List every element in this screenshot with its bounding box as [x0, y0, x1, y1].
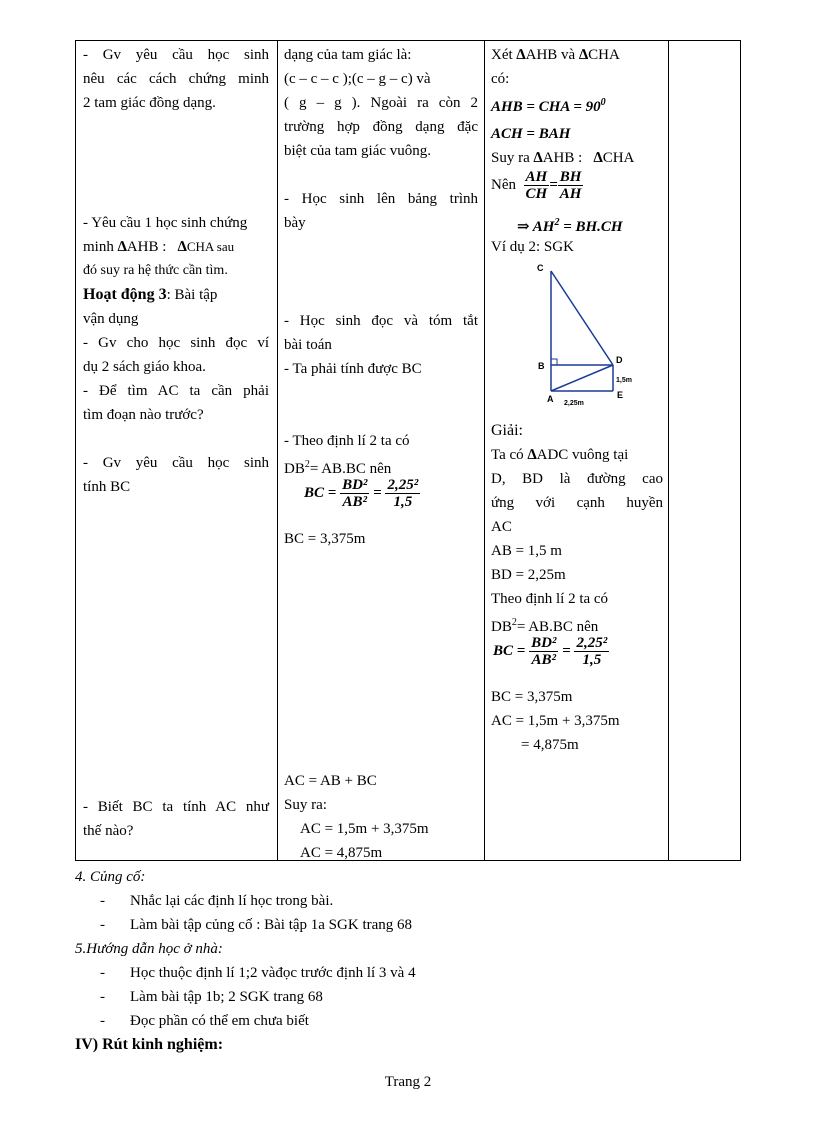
text-line: AC = 4,875m [300, 845, 383, 861]
point-label-e: E [617, 390, 624, 400]
section-5-title: 5.Hướng dẫn học ở nhà: [75, 941, 223, 957]
formula-lhs: BC [304, 485, 325, 501]
ladder-line [551, 271, 613, 365]
text-line: biệt của tam giác vuông. [284, 143, 432, 159]
list-item-text: Đọc phần có thể em chưa biết [130, 1013, 309, 1029]
triangle-symbol: ∆ [578, 47, 589, 63]
text-line: AB = 1,5 m [491, 543, 562, 559]
text-line: BC = 3,375m [491, 689, 573, 705]
text-line: AC = 1,5m + 3,375m [300, 821, 429, 837]
text-span: AHB = CHA = 90 [491, 99, 601, 115]
superscript: 2 [511, 617, 517, 628]
fraction [340, 477, 369, 510]
length-label-de: 1,5m [616, 377, 632, 384]
list-item: - Đọc phần có thể em chưa biết [100, 1013, 309, 1029]
text-span: Nên [491, 177, 516, 193]
text-line [491, 43, 663, 67]
ad-line [551, 365, 613, 391]
ladder-figure [531, 259, 651, 409]
text-span: Xét [491, 47, 517, 63]
text-line: đó suy ra hệ thức cần tìm. [83, 263, 228, 278]
numerator: 2,25² [576, 635, 608, 651]
numerator: BH [559, 169, 582, 185]
text-line: - Học sinh lên bảng trình [284, 191, 478, 207]
fraction [385, 477, 420, 510]
text-span: = BH.CH [559, 219, 623, 235]
text-line: - Ta phải tính được BC [284, 361, 422, 377]
text-span: Suy ra [491, 150, 534, 166]
list-item-text: Làm bài tập 1b; 2 SGK trang 68 [130, 989, 323, 1005]
ratio-formula: Nên $\frac{AH}{CH}$ = $\frac{BH}{AH}$ [491, 169, 582, 202]
denominator: AH [559, 186, 582, 202]
text-line: - Gv yêu cầu học sinh [83, 47, 269, 63]
triangle-symbol: ∆ [177, 239, 187, 255]
text-line: (c – c – c );(c – g – c) và [284, 71, 431, 87]
text-line: - Biết BC ta tính AC như [83, 799, 269, 815]
text-span: DB [491, 619, 512, 635]
text-line: dụ 2 sách giáo khoa. [83, 359, 206, 375]
fraction [529, 635, 558, 668]
point-label-a: A [547, 394, 554, 404]
text-line: AC = 1,5m + 3,375m [491, 713, 620, 729]
text-line: = 4,875m [521, 737, 579, 753]
bc-formula: BC = $\frac{\text{BD²}}{\text{AB²}}$ = $\frac{\text{2,25²}}{1,5}$ [304, 477, 419, 510]
text-line: - Học sinh đọc và tóm tắt [284, 313, 478, 329]
text-span: = AB.BC nên [309, 461, 392, 477]
text-line: tìm đoạn nào trước? [83, 407, 204, 423]
list-item-text: Học thuộc định lí 1;2 vàđọc trước định lí 3 và 4 [130, 965, 416, 981]
text-span: ⇒ AH [517, 219, 555, 235]
column-divider [484, 41, 485, 860]
angle-equation [491, 91, 663, 119]
text-span: DB [284, 461, 305, 477]
lesson-table [75, 40, 741, 861]
text-line: ứng với cạnh huyền [491, 495, 663, 511]
list-item: - Học thuộc định lí 1;2 vàđọc trước định lí 3 và 4 [100, 965, 416, 981]
teacher-activity-column [83, 41, 269, 860]
text-line: bày [284, 215, 306, 231]
numerator: BD² [342, 477, 368, 493]
column-divider [277, 41, 278, 860]
text-line: - Gv yêu cầu học sinh [83, 455, 269, 471]
superscript: 2 [304, 459, 310, 470]
text-line: thế nào? [83, 823, 134, 839]
text-line: vận dụng [83, 311, 139, 327]
page-footer: Trang 2 [384, 1074, 432, 1090]
similar-symbol: : [578, 150, 583, 166]
text-line: tính BC [83, 479, 131, 495]
denominator: AB² [531, 652, 556, 668]
triangle-symbol: ∆ [516, 47, 526, 63]
text-span: CHA [588, 47, 620, 63]
text-line: BC = 3,375m [284, 531, 366, 547]
fraction [524, 169, 550, 202]
text-line: AC [491, 519, 512, 535]
text-line [491, 443, 663, 467]
column-divider [668, 41, 669, 860]
text-line [83, 283, 269, 307]
text-span: CHA [602, 150, 635, 166]
text-line: Suy ra: [284, 797, 327, 813]
numerator: AH [525, 169, 548, 185]
triangle-symbol: ∆ [533, 150, 543, 166]
formula-lhs: BC [493, 643, 514, 659]
triangle-symbol: ∆ [527, 447, 537, 463]
denominator: AB² [342, 494, 367, 510]
text-line: - Theo định lí 2 ta có [284, 433, 410, 449]
text-line: Theo định lí 2 ta có [491, 591, 609, 607]
text-span: Ta có [491, 447, 528, 463]
point-label-c: C [537, 263, 544, 273]
section-4-title: 4. Củng cố: [75, 869, 146, 885]
numerator: 2,25² [387, 477, 419, 493]
text-line: Ví dụ 2: SGK [491, 239, 574, 255]
activity-heading: Hoạt động 3 [83, 286, 167, 303]
text-span: = AB.BC nên [516, 619, 599, 635]
text-line: - Để tìm AC ta cần phải [83, 383, 269, 399]
superscript: 0 [600, 97, 606, 108]
similar-symbol: : [162, 239, 167, 255]
text-line: 2 tam giác đồng dạng. [83, 95, 216, 111]
list-item: - Làm bài tập củng cố : Bài tập 1a SGK trang 68 [100, 917, 413, 933]
fraction [574, 635, 609, 668]
fraction [558, 169, 584, 202]
section-iv-title: IV) Rút kinh nghiệm: [75, 1036, 224, 1053]
bc-formula: BC = $\frac{\text{BD²}}{\text{AB²}}$ = $\frac{\text{2,25²}}{1,5}$ [493, 635, 608, 668]
denominator: 1,5 [582, 652, 602, 668]
list-item-text: Làm bài tập củng cố : Bài tập 1a SGK trang 68 [130, 917, 413, 933]
text-line: dạng của tam giác là: [284, 47, 412, 63]
text-span: AHB [126, 239, 159, 255]
text-line: - Yêu cầu 1 học sinh chứng [83, 215, 248, 231]
list-item: - Làm bài tập 1b; 2 SGK trang 68 [100, 989, 323, 1005]
text-span: AHB và [525, 47, 579, 63]
text-line: Giải: [491, 422, 523, 439]
text-line: ( g – g ). Ngoài ra còn 2 [284, 95, 478, 111]
point-label-b: B [538, 361, 545, 371]
text-line: AC = AB + BC [284, 773, 377, 789]
angle-equation: ACH = BAH [491, 126, 571, 142]
text-span: ADC vuông tại [536, 447, 629, 463]
list-item: - Nhắc lại các định lí học trong bài. [100, 893, 334, 909]
text-line: - Gv cho học sinh đọc ví [83, 335, 269, 351]
superscript: 2 [554, 217, 560, 228]
text-line: BD = 2,25m [491, 567, 566, 583]
numerator: BD² [531, 635, 557, 651]
text-line: bài toán [284, 337, 332, 353]
text-span: AHB [542, 150, 575, 166]
triangle-symbol: ∆ [593, 150, 603, 166]
denominator: 1,5 [393, 494, 413, 510]
point-label-d: D [616, 355, 623, 365]
text-span: : Bài tập [166, 287, 218, 303]
text-line: trường hợp đồng dạng đặc [284, 119, 478, 135]
content-column [491, 41, 663, 860]
text-line: D, BD là đường cao [491, 471, 663, 487]
right-angle-mark [551, 359, 557, 365]
text-span: minh [83, 239, 118, 255]
student-activity-column [284, 41, 478, 860]
text-line [491, 146, 663, 170]
text-line: nêu các cách chứng minh [83, 71, 269, 87]
length-label-ae: 2,25m [564, 400, 584, 407]
triangle-symbol: ∆ [117, 239, 127, 255]
denominator: CH [525, 186, 548, 202]
text-span: CHA sau [186, 239, 235, 254]
text-line [83, 235, 269, 259]
list-item-text: Nhắc lại các định lí học trong bài. [130, 893, 334, 909]
text-line: có: [491, 71, 510, 87]
